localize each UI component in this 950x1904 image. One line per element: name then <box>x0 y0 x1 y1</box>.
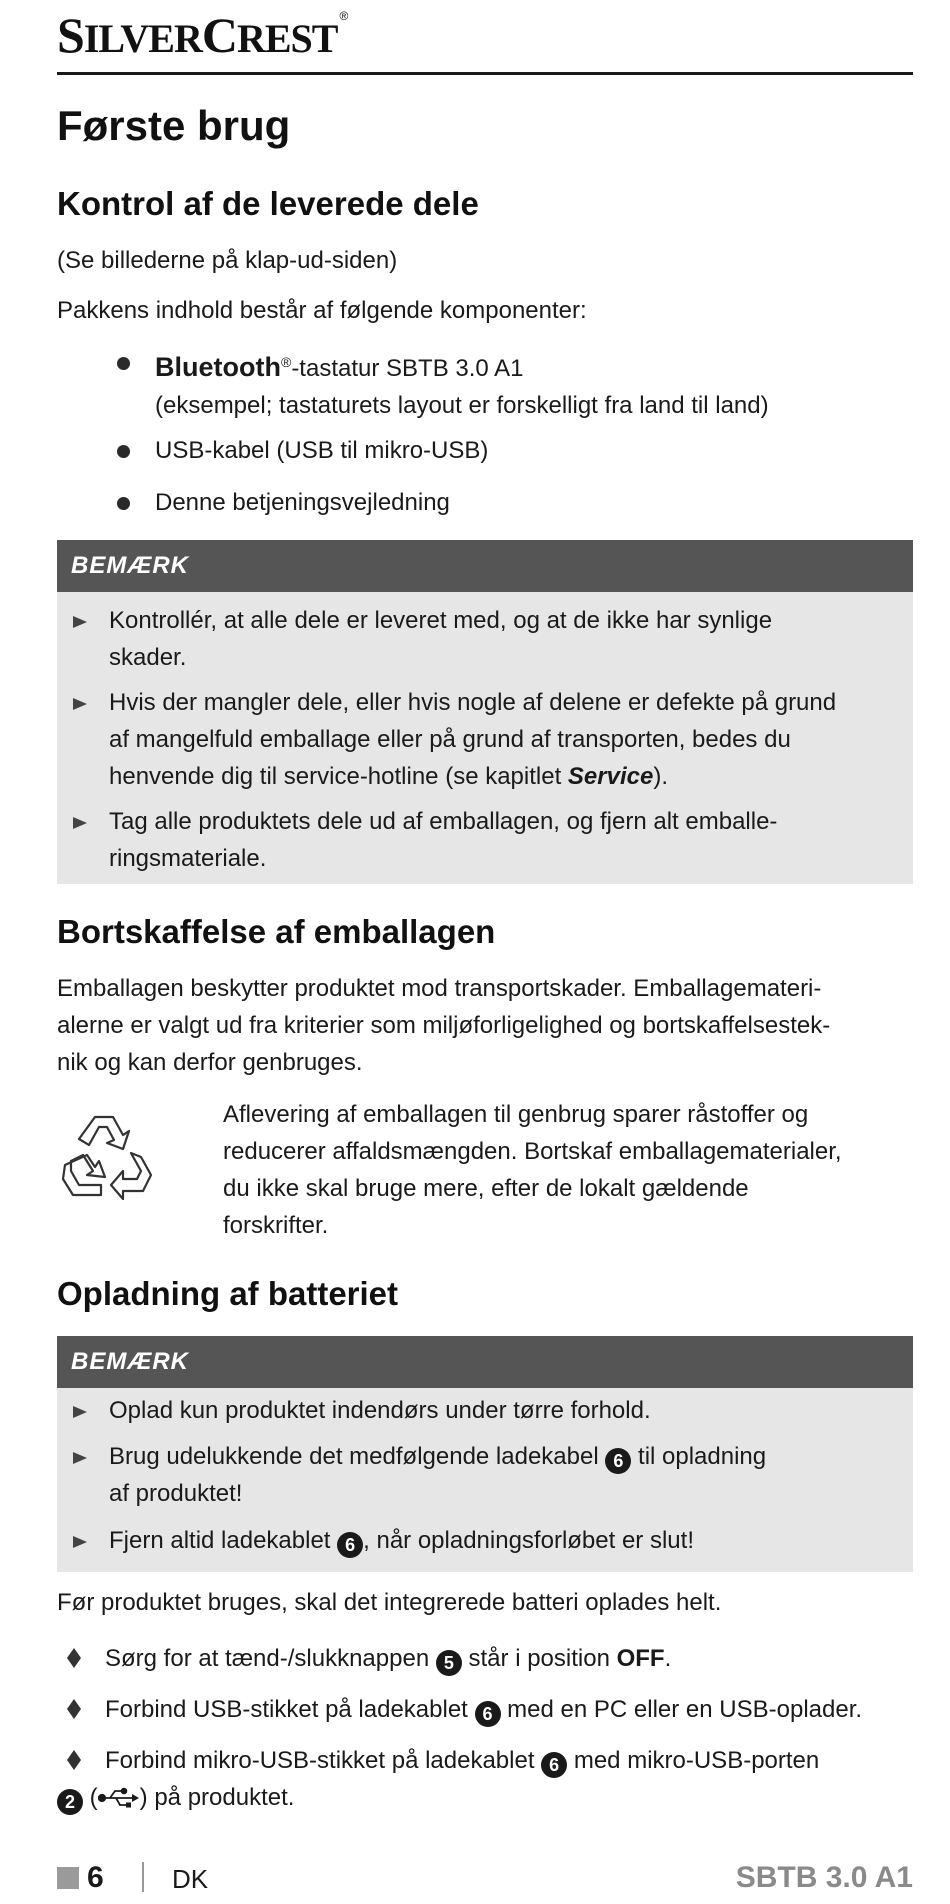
arrow-right-icon <box>73 1452 87 1464</box>
language-code: DK <box>172 1864 209 1894</box>
recycle-icon <box>57 1105 157 1205</box>
note-item: Oplad kun produktet indendørs under tørre forhold. <box>57 1392 913 1429</box>
callout-number-2: 2 <box>57 1789 83 1815</box>
footer-divider <box>142 1862 144 1892</box>
recycle-paragraph: Aflevering af emballagen til genbrug sparer råstoffer og reducerer affaldsmængden. Bortskaf emballagematerialer, du ikke skal bruge mere, efter de lokalt gældende forskrifter. <box>223 1101 842 1239</box>
note-heading: BEMÆRK <box>57 1336 913 1388</box>
step-item: Forbind mikro-USB-stikket på ladekablet 6 med mikro-USB-porten 2 ( ) på produktet. <box>57 1742 913 1816</box>
page-number: 6 <box>87 1861 104 1894</box>
note-item: Kontrollér, at alle dele er leveret med, og at de ikke har synlige skader. <box>57 602 913 676</box>
callout-number-6: 6 <box>541 1752 567 1778</box>
charge-intro: Før produktet bruges, skal det integrerede batteri oplades helt. <box>57 1589 722 1616</box>
bullet-icon <box>117 357 130 370</box>
list-item: USB-kabel (USB til mikro-USB) <box>117 432 897 469</box>
note-item: Hvis der mangler dele, eller hvis nogle af delene er defekte på grund af mangelfuld emballage eller på grund af transporten, bedes du henvende dig til service-hotline (se kapitlet Service). <box>57 684 913 795</box>
note-heading: BEMÆRK <box>57 540 913 592</box>
packaging-paragraph: Emballagen beskytter produktet mod transportskader. Emballagemateri- alerne er valgt ud fra kriterier som miljøforligelighed og bortskaffelsestek- nik og kan derfor genbruges. <box>57 975 831 1076</box>
brand-logo: SILVERCREST ® <box>57 7 348 63</box>
list-item: Denne betjeningsvejledning <box>117 484 897 521</box>
bullet-icon <box>117 445 130 458</box>
section-heading-contents: Kontrol af de leverede dele <box>57 185 479 222</box>
arrow-right-icon <box>73 1406 87 1418</box>
model-number: SBTB 3.0 A1 <box>735 1861 913 1894</box>
manual-page <box>57 0 913 1904</box>
arrow-right-icon <box>73 1536 87 1548</box>
list-item: Bluetooth®-tastatur SBTB 3.0 A1 (eksempel; tastaturets layout er forskelligt fra land til land) <box>117 344 897 418</box>
foldout-reference: (Se billederne på klap-ud-siden) <box>57 247 398 274</box>
bullet-icon <box>117 497 130 510</box>
callout-number-6: 6 <box>605 1448 631 1474</box>
note-item: Tag alle produktets dele ud af emballagen, og fjern alt emballe- ringsmateriale. <box>57 803 913 877</box>
arrow-right-icon <box>73 817 87 829</box>
usb-symbol-icon <box>98 1787 140 1809</box>
contents-intro: Pakkens indhold består af følgende komponenter: <box>57 297 587 324</box>
note-item: Brug udelukkende det medfølgende ladekabel 6 til opladning af produktet! <box>57 1438 913 1512</box>
arrow-right-icon <box>73 698 87 710</box>
section-heading-charging: Opladning af batteriet <box>57 1275 399 1312</box>
diamond-bullet-icon <box>67 1699 81 1719</box>
callout-number-5: 5 <box>436 1650 462 1676</box>
note-box <box>57 1336 913 1572</box>
callout-number-6: 6 <box>337 1532 363 1558</box>
diamond-bullet-icon <box>67 1750 81 1770</box>
header-rule <box>57 72 913 75</box>
callout-number-6: 6 <box>475 1701 501 1727</box>
note-box <box>57 540 913 884</box>
footer-marker <box>57 1867 79 1889</box>
step-item: Forbind USB-stikket på ladekablet 6 med en PC eller en USB-oplader. <box>57 1691 913 1728</box>
note-item: Fjern altid ladekablet 6 , når opladningsforløbet er slut! <box>57 1522 913 1559</box>
page-title: Første brug <box>57 102 291 149</box>
section-heading-packaging: Bortskaffelse af emballagen <box>57 913 496 950</box>
diamond-bullet-icon <box>67 1648 81 1668</box>
step-item: Sørg for at tænd-/slukknappen 5 står i position OFF. <box>57 1640 913 1677</box>
arrow-right-icon <box>73 616 87 628</box>
